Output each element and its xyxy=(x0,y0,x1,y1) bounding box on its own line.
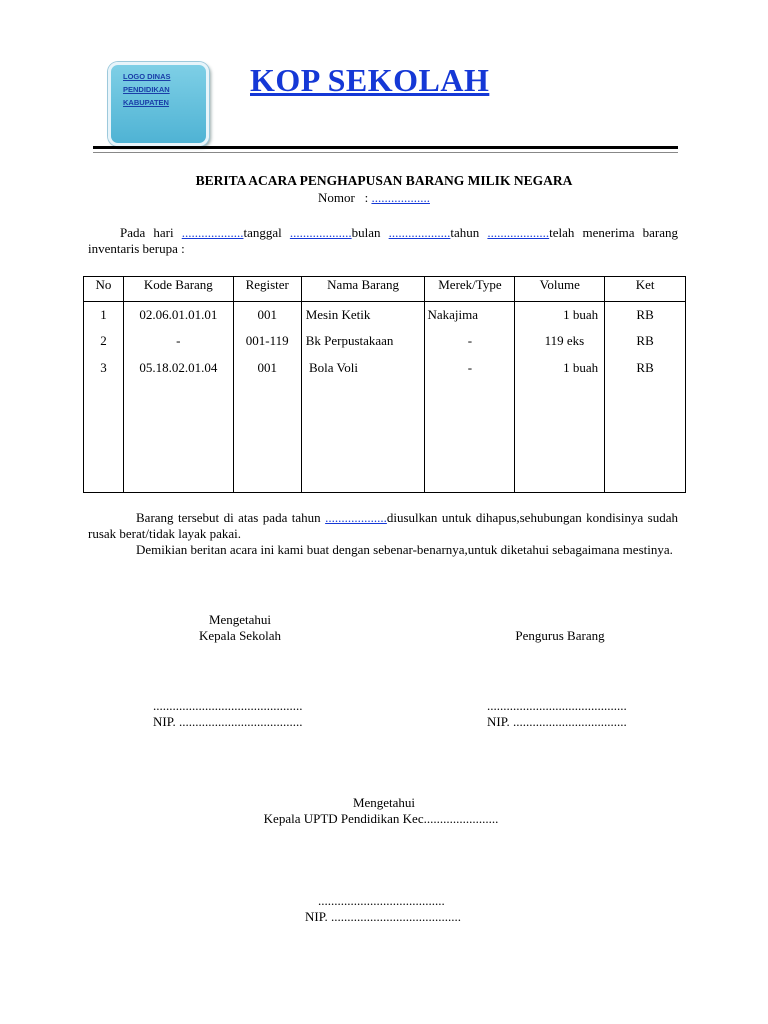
cell-kode: - xyxy=(123,329,233,356)
sig-bottom-label-2: Kepala UPTD Pendidikan Kec....................... xyxy=(263,811,499,826)
intro-text: telah menerima barang inventaris berupa : xyxy=(88,225,679,256)
closing-text: diusulkan untuk dihapus,sehubungan kondisinya sudah rusak berat/tidak layak pakai. xyxy=(88,510,678,541)
cell-ket: RB xyxy=(605,329,686,356)
blank-bulan: ................... xyxy=(388,225,451,240)
document-number xyxy=(318,190,430,206)
intro-text: tanggal xyxy=(243,225,290,240)
sig-bottom-line: ....................................... xyxy=(318,893,445,908)
cell-merek: - xyxy=(425,356,515,493)
cell-ket: RB xyxy=(605,356,686,493)
header-no: No xyxy=(84,277,124,302)
sig-bottom-nip: NIP. ........................................ xyxy=(305,909,462,924)
cell-nama: Mesin Ketik xyxy=(301,302,425,329)
sig-right-label: Pengurus Barang xyxy=(515,628,605,643)
cell-merek: Nakajima xyxy=(425,302,515,329)
intro-paragraph xyxy=(88,225,678,257)
sig-bottom-label-1: Mengetahui xyxy=(352,795,416,810)
cell-volume: 1 buah xyxy=(515,302,605,329)
sig-left-label-1: Mengetahui xyxy=(208,612,272,627)
header-register: Register xyxy=(233,277,301,302)
header-nama: Nama Barang xyxy=(301,277,425,302)
header-divider xyxy=(93,146,678,149)
cell-kode: 02.06.01.01.01 xyxy=(123,302,233,329)
nomor-label: Nomor : xyxy=(318,190,372,205)
intro-text: Pada hari xyxy=(120,225,182,240)
nomor-value: .................. xyxy=(371,190,430,205)
sig-right-line: ........................................... xyxy=(487,698,627,713)
table-header-row xyxy=(84,277,686,302)
header-ket: Ket xyxy=(605,277,686,302)
header-volume: Volume xyxy=(515,277,605,302)
sig-right-nip: NIP. ................................... xyxy=(487,714,627,729)
closing-paragraph-2: Demikian beritan acara ini kami buat dengan sebenar-benarnya,untuk diketahui sebagaimana mestinya. xyxy=(136,542,673,557)
blank-hari: ................... xyxy=(181,225,244,240)
intro-text: tahun xyxy=(450,225,488,240)
logo-text xyxy=(123,70,203,109)
closing-text: Barang tersebut di atas pada tahun xyxy=(136,510,326,525)
cell-volume: 1 buah xyxy=(515,356,605,493)
table-row xyxy=(84,302,686,329)
items-table xyxy=(83,276,686,493)
header-merek: Merek/Type xyxy=(425,277,515,302)
blank-tahun: ................... xyxy=(487,225,550,240)
cell-register: 001 xyxy=(233,302,301,329)
cell-register: 001-119 xyxy=(233,329,301,356)
table-row xyxy=(84,356,686,493)
cell-nama: Bk Perpustakaan xyxy=(301,329,425,356)
sig-left-label-2: Kepala Sekolah xyxy=(199,628,281,643)
cell-nama: Bola Voli xyxy=(301,356,425,493)
cell-ket: RB xyxy=(605,302,686,329)
document-title: BERITA ACARA PENGHAPUSAN BARANG MILIK NEGARA xyxy=(195,173,573,188)
cell-merek: - xyxy=(425,329,515,356)
cell-no: 1 xyxy=(84,302,124,329)
table-row xyxy=(84,329,686,356)
logo-line-1: LOGO DINAS xyxy=(123,72,171,81)
sig-left-line: .............................................. xyxy=(153,698,303,713)
cell-volume: 119 eks xyxy=(515,329,605,356)
blank-tanggal: ................... xyxy=(289,225,352,240)
logo-line-2: PENDIDIKAN xyxy=(123,85,170,94)
closing-paragraph-1 xyxy=(88,510,678,542)
kop-title: KOP SEKOLAH xyxy=(250,62,490,98)
header-divider-thin xyxy=(93,152,678,153)
intro-text: bulan xyxy=(351,225,389,240)
cell-kode: 05.18.02.01.04 xyxy=(123,356,233,493)
cell-no: 3 xyxy=(84,356,124,493)
blank-tahun-usul: ................... xyxy=(325,510,387,525)
logo-line-3: KABUPATEN xyxy=(123,98,169,107)
cell-register: 001 xyxy=(233,356,301,493)
cell-no: 2 xyxy=(84,329,124,356)
sig-left-nip: NIP. ...................................... xyxy=(153,714,303,729)
header-kode: Kode Barang xyxy=(123,277,233,302)
